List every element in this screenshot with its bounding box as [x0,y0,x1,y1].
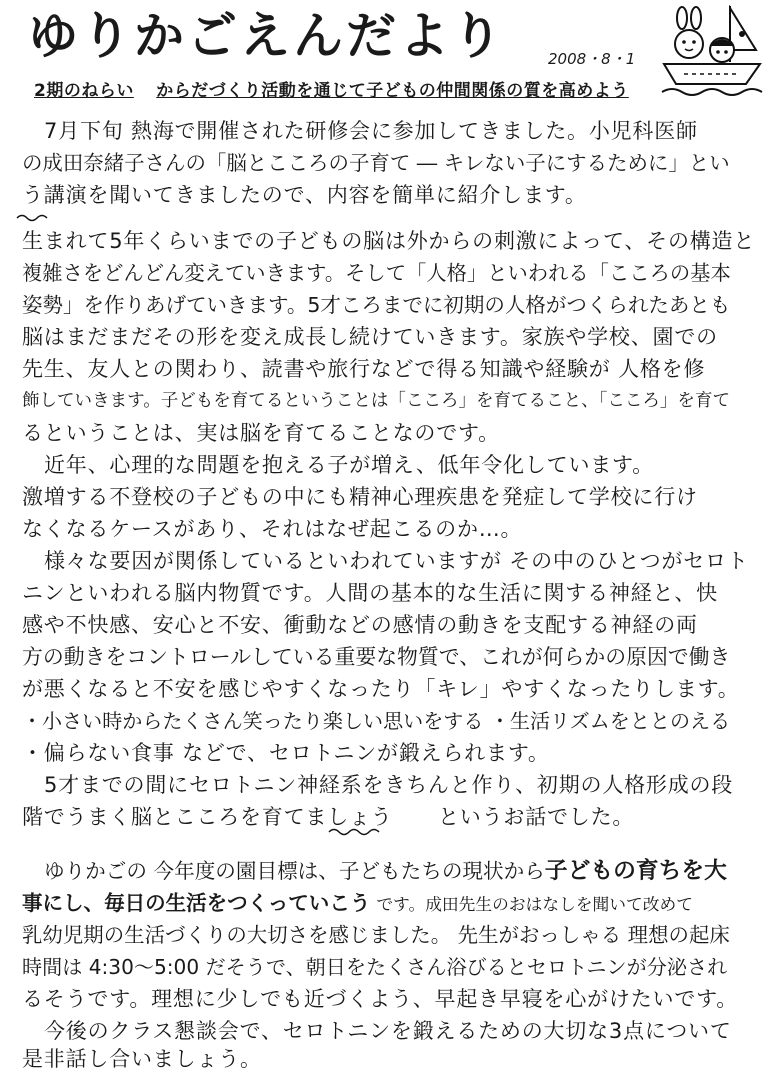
body-line: 様々な要因が関係しているといわれていますが その中のひとつがセロト [44,549,749,573]
body-line: 生まれて5年くらいまでの子どもの脳は外からの刺激によって、その構造と [22,229,756,253]
squiggle-mark [16,212,50,222]
section2-line: 時間は 4:30～5:00 だそうで、朝日をたくさん浴びるとセロトニンが分泌され [22,955,728,979]
body-line: 方の動きをコントロールしている重要な物質で、これが何らかの原因で働き [22,645,731,669]
section2-line [22,890,693,918]
section2-text: ゆりかごの 今年度の園目標は、子どもたちの現状から [44,859,545,883]
term-goal [34,76,629,101]
body-line: ニンといわれる脳内物質です。人間の基本的な生活に関する神経と、快 [22,581,718,605]
kindergarten-goal: 子どもの育ちを大 [544,858,727,884]
bullet-line: ・小さい時からたくさん笑ったり楽しい思いをする ・生活リズムをととのえる [22,709,731,733]
kindergarten-goal-cont: 事にし、毎日の生活をつくっていこう [22,891,371,915]
goal-text: からだづくり活動を通じて子どもの仲間関係の質を高めよう [156,81,629,101]
body-line: 感や不快感、安心と不安、衝動などの感情の動きを支配する神経の両 [22,613,698,637]
section2-line [22,858,727,884]
squiggle-mark [328,826,388,836]
body-line: 飾していきます。子どもを育てるということは「こころ」を育てること、「こころ」を育て [22,391,730,411]
body-line: 階でうまく脳とこころを育てましょう [22,805,393,829]
body-line: の成田奈緒子さんの「脳とこころの子育て ― キレない子にするために」とい [22,151,730,175]
body-line: 5才までの間にセロトニン神経系をきちんと作り、初期の人格形成の段 [44,773,734,797]
body-line: 激増する不登校の子どもの中にも精神心理疾患を発症して学校に行け [22,485,698,509]
newsletter-title: ゆりかごえんだより [28,7,505,65]
bullet-line: ・偏らない食事 などで、セロトニンが鍛えられます。 [22,741,550,765]
section2-line: 乳幼児期の生活づくりの大切さを感じました。 先生がおっしゃる 理想の起床 [22,923,730,947]
body-line: 姿勢」を作りあげていきます。5才ころまでに初期の人格がつくられたあとも [22,293,731,317]
body-line: 近年、心理的な問題を抱える子が増え、低年令化しています。 [44,453,654,477]
body-line-end: というお話でした。 [438,805,635,829]
goal-label: 2期のねらい [34,81,134,101]
section2-line: 是非話し合いましょう。 [22,1047,262,1071]
body-line: るということは、実は脳を育てることなのです。 [22,421,500,445]
body-line: 7月下旬 熱海で開催された研修会に参加してきました。小児科医師 [44,119,698,143]
children-on-boat-icon [660,4,764,98]
body-line: 脳はまだまだその形を変え成長し続けていきます。家族や学校、園での [22,325,718,349]
body-line: 先生、友人との関わり、読書や旅行などで得る知識や経験が 人格を修 [22,357,706,381]
section2-text: です。成田先生のおはなしを聞いて改めて [376,894,693,914]
section2-line: るそうです。理想に少しでも近づくよう、早起き早寝を心がけたいです。 [22,987,739,1011]
section2-line: 今後のクラス懇談会で、セロトニンを鍛えるための大切な3点について [44,1019,732,1043]
issue-date: 2008・8・1 [548,50,636,68]
body-line: 複雑さをどんどん変えていきます。そして「人格」といわれる「こころの基本 [22,261,731,285]
body-line: なくなるケースがあり、それはなぜ起こるのか…。 [22,517,523,541]
body-line: う講演を聞いてきましたので、内容を簡単に紹介します。 [22,183,587,207]
body-line: が悪くなると不安を感じやすくなったり「キレ」やすくなったりします。 [22,677,740,701]
